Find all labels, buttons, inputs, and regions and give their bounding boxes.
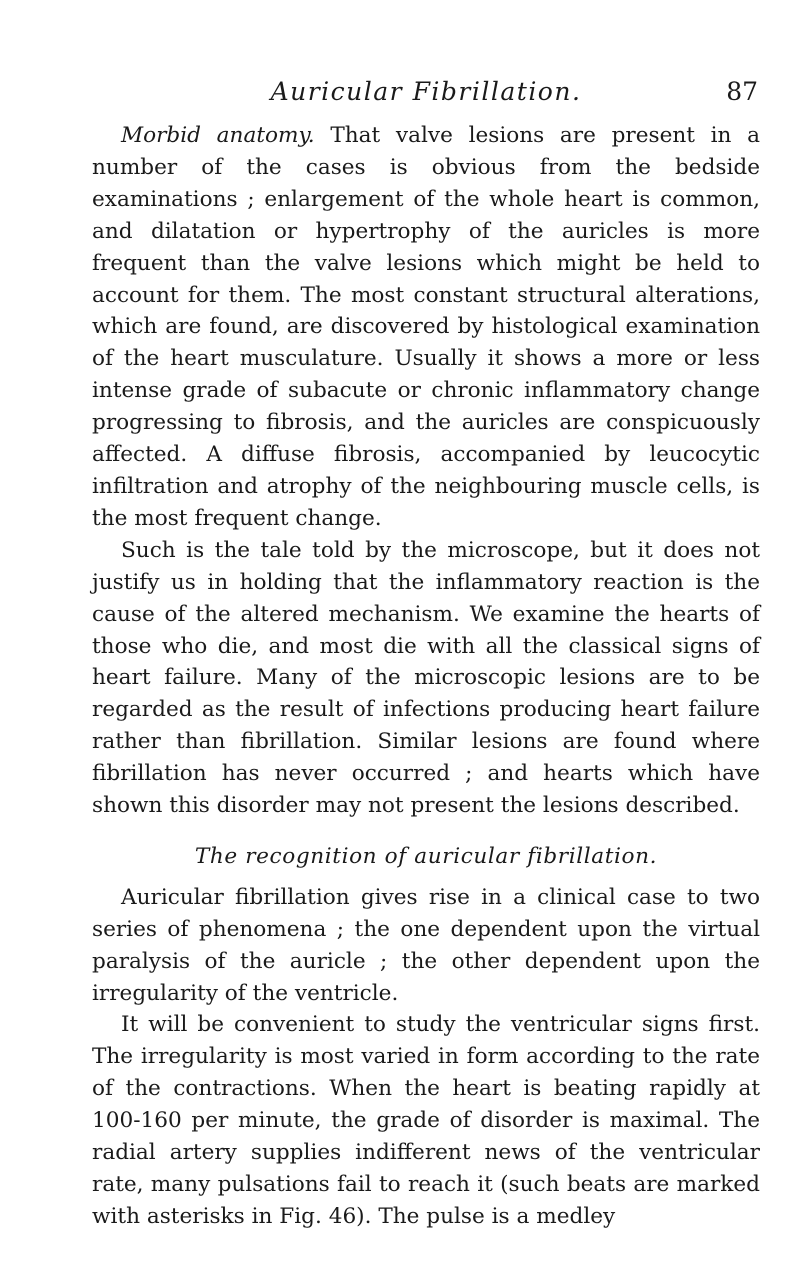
- running-title: Auricular Fibrillation.: [270, 77, 582, 106]
- paragraph-ventricular-signs: It will be convenient to study the ventricular signs first. The irregularity is most varied in form according to the rate of the contractions. When the heart is beating rapidly at 100-160 per minute, the grade of disorder is maximal. The radial artery supplies indifferent news of the ventricular rate, many pulsations fail to reach it (such beats are marked with asterisks in Fig. 46). The pulse is a medley: [92, 1012, 760, 1229]
- paragraph-text: That valve lesions are present in a number of the cases is obvious from the bedside examinations ; enlargement of the whole heart is common, and dilatation or hypertrophy of the auricles is more frequent than the valve lesions which might be held to account for them. The most constant structural alterations, which are found, are discovered by histological examination of the heart musculature. Usually it shows a more or less intense grade of subacute or chronic inflammatory change progressing to fibrosis, and the auricles are conspicuously affected. A diffuse fibrosis, accompanied by leucocytic infiltration and atrophy of the neighbouring muscle cells, is the most frequent change.: [92, 123, 760, 531]
- section-lead-morbid-anatomy: Morbid anatomy.: [121, 123, 315, 148]
- page-number: 87: [726, 77, 758, 106]
- body-text: [92, 120, 760, 1233]
- paragraph-morbid-anatomy: [92, 120, 760, 535]
- paragraph-microscope: Such is the tale told by the microscope, but it does not justify us in holding that the inflammatory reaction is the cause of the altered mechanism. We examine the hearts of those who die, and most die with all the classical signs of heart failure. Many of the microscopic lesions are to be regarded as the result of infections producing heart failure rather than fibrillation. Similar lesions are found where fibrillation has never occurred ; and hearts which have shown this disorder may not present the lesions described.: [92, 537, 760, 819]
- section-heading-recognition: The recognition of auricular fibrillation.: [194, 843, 658, 869]
- running-head: [92, 74, 760, 110]
- paragraph-phenomena: Auricular fibrillation gives rise in a clinical case to two series of phenomena ; the one dependent upon the virtual paralysis of the auricle ; the other dependent upon the irregularity of the ventricle.: [92, 884, 760, 1006]
